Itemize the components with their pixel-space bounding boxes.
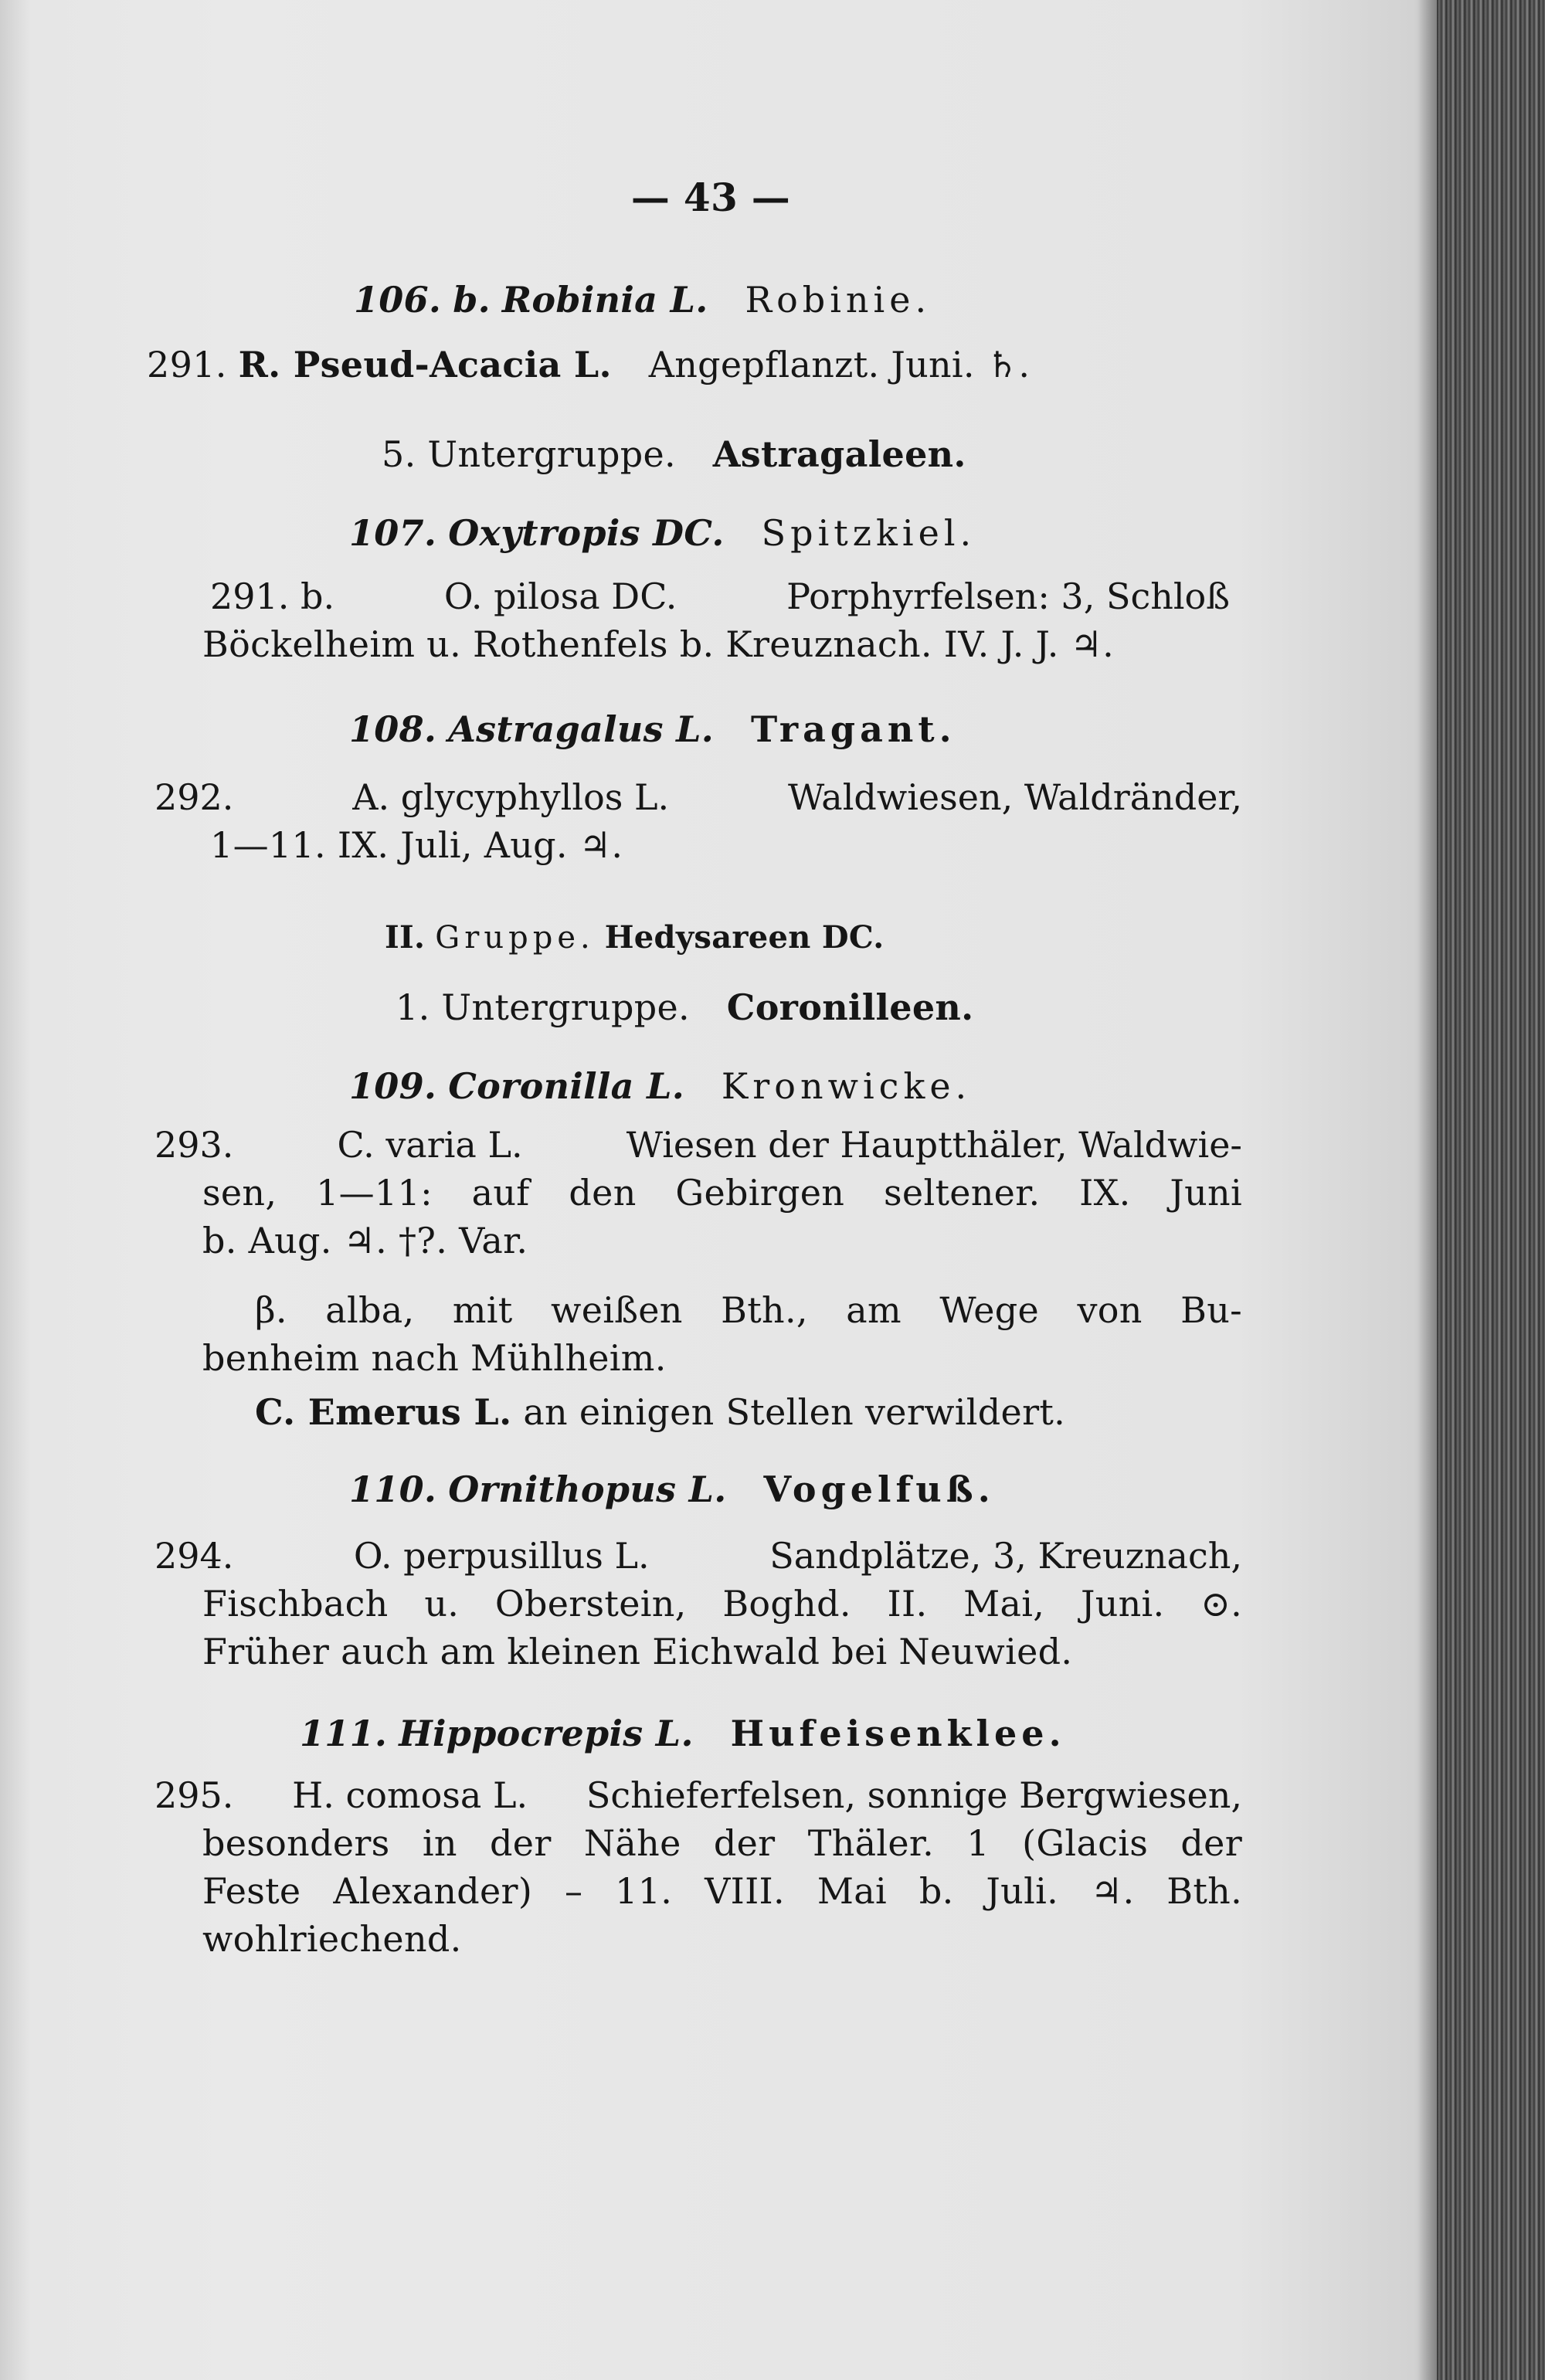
genus-latin-name: Ornithopus L. bbox=[448, 1468, 727, 1510]
genus-heading-106 bbox=[354, 278, 931, 321]
variety-beta-line1: β. alba, mit weißen Bth., am Wege von Bu- bbox=[255, 1289, 1242, 1331]
subgroup-name: Coronilleen. bbox=[726, 986, 974, 1028]
species-number: 291. b. bbox=[210, 575, 335, 617]
species-text: Schieferfelsen, sonnige Bergwiesen, bbox=[586, 1774, 1242, 1816]
species-292-line1 bbox=[154, 776, 1242, 819]
genus-heading-107 bbox=[349, 511, 976, 555]
species-text: an einigen Stellen verwildert. bbox=[523, 1391, 1066, 1433]
species-293-line3: b. Aug. ♃. †?. Var. bbox=[202, 1220, 528, 1261]
species-295-line4: wohlriechend. bbox=[202, 1918, 462, 1960]
species-291 bbox=[147, 343, 1030, 386]
species-name: O. pilosa DC. bbox=[443, 575, 677, 617]
species-293-line1 bbox=[154, 1123, 1242, 1166]
species-name: H. comosa L. bbox=[292, 1774, 528, 1816]
genus-german-name: Tragant. bbox=[751, 708, 956, 750]
species-name: O. perpusillus L. bbox=[353, 1535, 650, 1577]
species-name: C. Emerus L. bbox=[255, 1391, 512, 1433]
group-word: Gruppe. bbox=[435, 920, 595, 956]
genus-heading-110 bbox=[349, 1468, 995, 1511]
genus-german-name: Kronwicke. bbox=[721, 1065, 972, 1107]
species-number: 293. bbox=[154, 1124, 234, 1166]
species-294-line1 bbox=[154, 1534, 1242, 1577]
genus-number: 111. bbox=[300, 1713, 388, 1754]
species-text: Waldwiesen, Waldränder, bbox=[787, 776, 1242, 818]
genus-number: 108. bbox=[349, 708, 437, 750]
species-name: A. glycyphyllos L. bbox=[352, 776, 670, 818]
group-label: II. bbox=[385, 919, 426, 956]
variety-beta-line2: benheim nach Mühlheim. bbox=[202, 1337, 667, 1379]
species-number: 294. bbox=[154, 1535, 234, 1577]
species-295-line2: besonders in der Nähe der Thäler. 1 (Glacis der bbox=[202, 1822, 1242, 1864]
species-292-line2: 1—11. IX. Juli, Aug. ♃. bbox=[210, 824, 623, 866]
genus-latin-name: Coronilla L. bbox=[448, 1065, 685, 1107]
subgroup-label: 1. Untergruppe. bbox=[396, 986, 690, 1028]
group-name: Hedysareen DC. bbox=[604, 919, 885, 956]
species-number: 292. bbox=[154, 776, 234, 818]
genus-number: 109. bbox=[349, 1065, 437, 1107]
species-293-line2: sen, 1—11: auf den Gebirgen seltener. IX. Juni bbox=[202, 1172, 1242, 1214]
genus-latin-name: Oxytropis DC. bbox=[448, 512, 725, 554]
genus-heading-108 bbox=[349, 708, 956, 751]
genus-german-name: Robinie. bbox=[745, 279, 932, 321]
genus-prefix: b. bbox=[453, 279, 491, 321]
genus-german-name: Vogelfuß. bbox=[763, 1468, 995, 1510]
species-name: R. Pseud-Acacia L. bbox=[238, 344, 612, 385]
group-II-heading bbox=[385, 916, 885, 959]
genus-heading-111 bbox=[300, 1712, 1066, 1755]
genus-latin-name: Robinia L. bbox=[501, 279, 708, 321]
genus-number: 106. bbox=[354, 279, 442, 321]
species-text: Angepflanzt. Juni. ♄. bbox=[648, 344, 1031, 385]
species-291b-line2: Böckelheim u. Rothenfels b. Kreuznach. IV. J. J. ♃. bbox=[202, 623, 1115, 665]
page-number: — 43 — bbox=[630, 175, 791, 220]
species-294-line2: Fischbach u. Oberstein, Boghd. II. Mai, Juni. ⊙. bbox=[202, 1583, 1242, 1625]
genus-latin-name: Astragalus L. bbox=[448, 708, 715, 750]
subgroup-1-heading bbox=[396, 986, 973, 1029]
species-number: 291. bbox=[147, 344, 227, 385]
species-295-line1 bbox=[154, 1774, 1242, 1817]
species-294-line3: Früher auch am kleinen Eichwald bei Neuwied. bbox=[202, 1631, 1073, 1672]
species-295-line3: Feste Alexander) – 11. VIII. Mai b. Juli. ♃. Bth. bbox=[202, 1870, 1242, 1912]
species-text: Sandplätze, 3, Kreuznach, bbox=[769, 1535, 1242, 1577]
species-emerus bbox=[255, 1390, 1065, 1434]
species-text: Wiesen der Hauptthäler, Waldwie- bbox=[626, 1124, 1242, 1166]
species-text: Porphyrfelsen: 3, Schloß bbox=[786, 575, 1230, 617]
subgroup-label: 5. Untergruppe. bbox=[382, 433, 676, 475]
species-number: 295. bbox=[154, 1774, 234, 1816]
species-name: C. varia L. bbox=[337, 1124, 523, 1166]
genus-german-name: Hufeisenklee. bbox=[730, 1713, 1066, 1754]
genus-heading-109 bbox=[349, 1064, 971, 1108]
subgroup-5-heading bbox=[382, 433, 966, 476]
genus-number: 107. bbox=[349, 512, 437, 554]
book-page-edge bbox=[1437, 0, 1545, 2380]
genus-german-name: Spitzkiel. bbox=[761, 512, 976, 554]
subgroup-name: Astragaleen. bbox=[712, 433, 966, 475]
species-291b-line1 bbox=[210, 575, 1230, 618]
genus-number: 110. bbox=[349, 1468, 437, 1510]
genus-latin-name: Hippocrepis L. bbox=[399, 1713, 694, 1754]
